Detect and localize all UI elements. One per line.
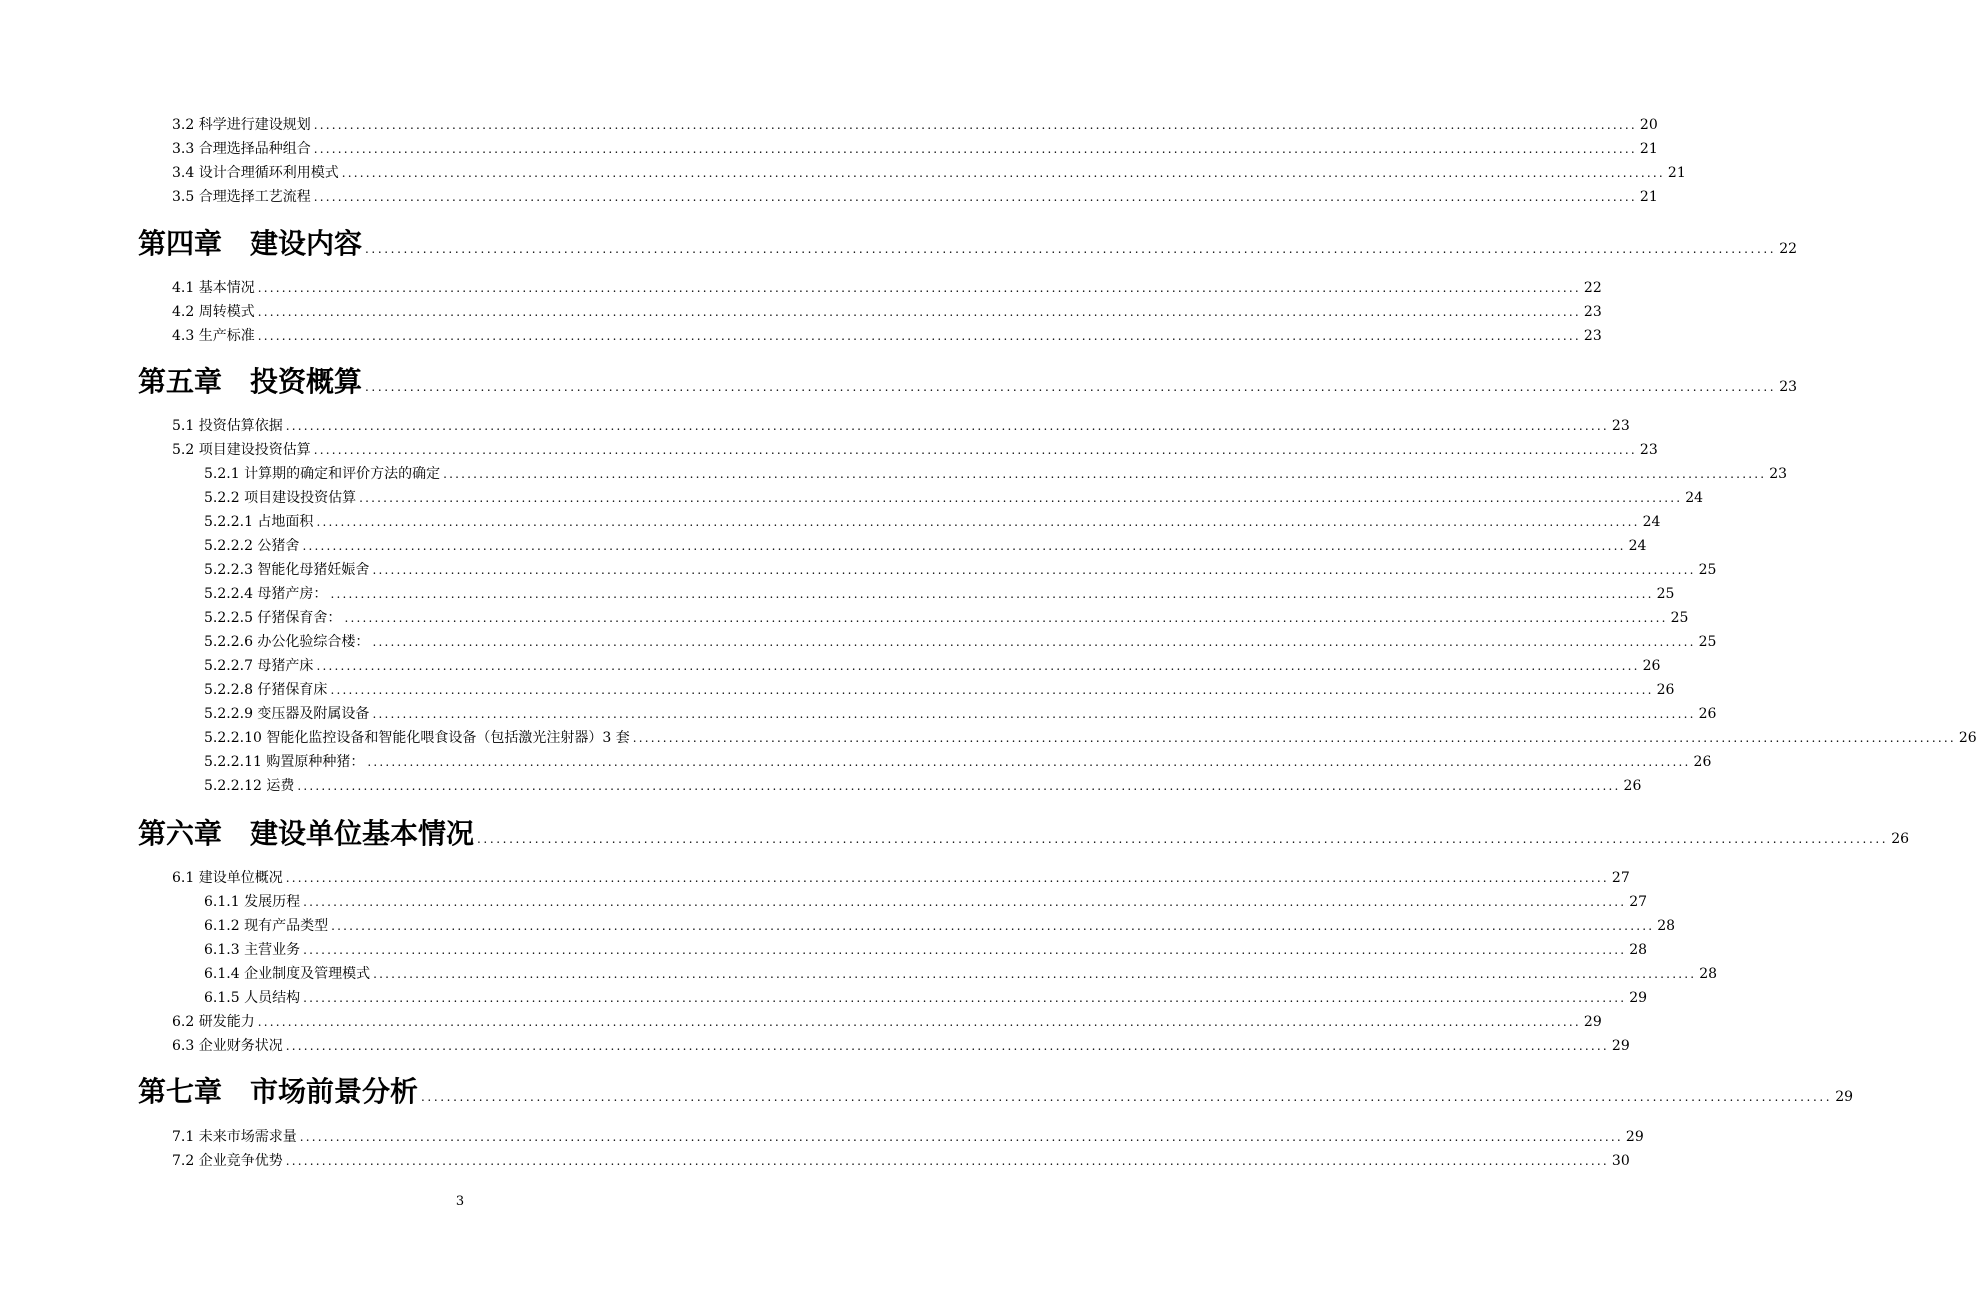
toc-entry-title: 5.1 投资估算依据 [172, 418, 283, 434]
toc-leader-dots: ............................................................................................................................................................................................................................ [632, 731, 1956, 745]
toc-leader-dots: ............................................................................................................................................................................................................................ [372, 707, 1696, 721]
toc-entry[interactable] [204, 963, 1718, 985]
toc-entry[interactable] [204, 987, 1648, 1009]
toc-entry[interactable] [172, 277, 1602, 299]
toc-entry[interactable] [172, 325, 1602, 347]
toc-leader-dots: ............................................................................................................................................................................................................................ [303, 895, 1627, 909]
toc-entry-page: 26 [1623, 778, 1642, 794]
toc-entry-title: 3.2 科学进行建设规划 [172, 117, 311, 133]
toc-entry[interactable] [172, 439, 1658, 461]
toc-entry-title: 5.2.2.5 仔猪保育舍： [204, 610, 342, 626]
toc-entry-page: 27 [1611, 870, 1630, 886]
toc-entry[interactable] [204, 703, 1717, 725]
toc-entry-title: 第四章 建设内容 [138, 227, 363, 260]
toc-leader-dots: ............................................................................................................................................................................................................................ [303, 943, 1627, 957]
toc-entry-title: 5.2.2.11 购置原种种猪： [204, 754, 365, 770]
toc-entry-title: 7.1 未来市场需求量 [172, 1129, 297, 1145]
toc-leader-dots: ............................................................................................................................................................................................................................ [330, 587, 1654, 601]
toc-entry-title: 6.1.5 人员结构 [204, 990, 301, 1006]
toc-entry-page: 25 [1698, 634, 1717, 650]
toc-entry-page: 23 [1583, 328, 1602, 344]
toc-entry[interactable] [172, 114, 1658, 136]
toc-entry-page: 25 [1670, 610, 1689, 626]
toc-entry[interactable] [172, 1150, 1630, 1172]
toc-entry-title: 5.2.2.10 智能化监控设备和智能化喂食设备（包括激光注射器）3 套 [204, 730, 630, 746]
toc-entry-page: 28 [1699, 966, 1718, 982]
toc-entry[interactable] [204, 487, 1704, 509]
toc-leader-dots: ............................................................................................................................................................................................................................ [299, 1130, 1623, 1144]
toc-leader-dots: ............................................................................................................................................................................................................................ [372, 635, 1696, 649]
toc-entry-page: 24 [1685, 490, 1704, 506]
toc-entry-page: 25 [1698, 562, 1717, 578]
toc-entry-page: 29 [1835, 1089, 1854, 1105]
toc-entry[interactable] [172, 867, 1630, 889]
toc-leader-dots: ............................................................................................................................................................................................................................ [331, 919, 1655, 933]
toc-entry[interactable] [204, 559, 1717, 581]
toc-entry[interactable] [172, 1126, 1644, 1148]
toc-leader-dots: ............................................................................................................................................................................................................................ [341, 166, 1665, 180]
toc-entry[interactable] [204, 727, 1977, 749]
toc-entry-page: 27 [1629, 894, 1648, 910]
toc-entry-page: 26 [1642, 658, 1661, 674]
toc-entry-title: 第六章 建设单位基本情况 [138, 817, 475, 850]
toc-entry[interactable] [172, 1035, 1630, 1057]
toc-entry-title: 6.2 研发能力 [172, 1014, 255, 1030]
toc-leader-dots: ............................................................................................................................................................................................................................ [421, 1090, 1833, 1104]
toc-entry-page: 29 [1625, 1129, 1644, 1145]
toc-entry-title: 5.2.2.4 母猪产房： [204, 586, 328, 602]
toc-entry[interactable] [204, 915, 1676, 937]
toc-leader-dots: ............................................................................................................................................................................................................................ [303, 991, 1627, 1005]
toc-entry-page: 21 [1639, 141, 1658, 157]
toc-entry-title: 第七章 市场前景分析 [138, 1075, 419, 1108]
toc-entry-page: 24 [1642, 514, 1661, 530]
toc-leader-dots: ............................................................................................................................................................................................................................ [344, 611, 1668, 625]
toc-entry-title: 5.2.2.7 母猪产床 [204, 658, 314, 674]
toc-entry-title: 6.1 建设单位概况 [172, 870, 283, 886]
toc-leader-dots: ............................................................................................................................................................................................................................ [302, 539, 1626, 553]
toc-entry[interactable] [204, 751, 1712, 773]
toc-entry[interactable] [204, 631, 1717, 653]
toc-entry-title: 5.2.2.9 变压器及附属设备 [204, 706, 370, 722]
toc-leader-dots: ............................................................................................................................................................................................................................ [297, 779, 1621, 793]
toc-leader-dots: ............................................................................................................................................................................................................................ [313, 190, 1637, 204]
toc-entry-page: 21 [1667, 165, 1686, 181]
toc-chapter-entry[interactable] [138, 812, 1910, 852]
toc-entry-page: 24 [1628, 538, 1647, 554]
toc-entry[interactable] [172, 162, 1686, 184]
toc-entry[interactable] [172, 138, 1658, 160]
toc-entry[interactable] [204, 583, 1675, 605]
toc-entry-page: 23 [1583, 304, 1602, 320]
toc-entry-title: 4.2 周转模式 [172, 304, 255, 320]
toc-leader-dots: ............................................................................................................................................................................................................................ [257, 305, 1581, 319]
toc-entry-page: 23 [1639, 442, 1658, 458]
toc-chapter-entry[interactable] [138, 222, 1798, 262]
toc-entry-page: 26 [1693, 754, 1712, 770]
toc-entry[interactable] [172, 1011, 1602, 1033]
toc-entry-title: 第五章 投资概算 [138, 365, 363, 398]
toc-entry[interactable] [204, 891, 1648, 913]
toc-leader-dots: ............................................................................................................................................................................................................................ [313, 118, 1637, 132]
toc-entry[interactable] [172, 301, 1602, 323]
toc-entry[interactable] [204, 775, 1642, 797]
toc-chapter-entry[interactable] [138, 1070, 1854, 1110]
toc-leader-dots: ............................................................................................................................................................................................................................ [285, 1154, 1609, 1168]
toc-entry-page: 29 [1611, 1038, 1630, 1054]
toc-entry-page: 22 [1779, 241, 1798, 257]
toc-entry-title: 5.2.2.8 仔猪保育床 [204, 682, 328, 698]
toc-entry-title: 7.2 企业竞争优势 [172, 1153, 283, 1169]
toc-leader-dots: ............................................................................................................................................................................................................................ [365, 380, 1777, 394]
toc-chapter-entry[interactable] [138, 360, 1798, 400]
toc-entry-page: 26 [1891, 831, 1910, 847]
toc-entry-title: 5.2.2 项目建设投资估算 [204, 490, 357, 506]
toc-entry-title: 6.1.3 主营业务 [204, 942, 301, 958]
toc-entry[interactable] [172, 415, 1630, 437]
toc-entry-title: 5.2 项目建设投资估算 [172, 442, 311, 458]
toc-leader-dots: ............................................................................................................................................................................................................................ [316, 515, 1640, 529]
toc-leader-dots: ............................................................................................................................................................................................................................ [313, 142, 1637, 156]
toc-entry-title: 6.1.2 现有产品类型 [204, 918, 329, 934]
toc-leader-dots: ............................................................................................................................................................................................................................ [443, 467, 1767, 481]
toc-entry-page: 29 [1629, 990, 1648, 1006]
toc-entry-page: 25 [1656, 586, 1675, 602]
toc-entry[interactable] [204, 511, 1661, 533]
toc-leader-dots: ............................................................................................................................................................................................................................ [257, 329, 1581, 343]
toc-entry-title: 5.2.2.6 办公化验综合楼： [204, 634, 370, 650]
toc-leader-dots: ............................................................................................................................................................................................................................ [365, 242, 1777, 256]
toc-leader-dots: ............................................................................................................................................................................................................................ [313, 443, 1637, 457]
toc-entry-title: 5.2.1 计算期的确定和评价方法的确定 [204, 466, 441, 482]
toc-entry[interactable] [204, 679, 1675, 701]
toc-leader-dots: ............................................................................................................................................................................................................................ [330, 683, 1654, 697]
toc-entry-title: 5.2.2.12 运费 [204, 778, 295, 794]
toc-entry[interactable] [204, 939, 1648, 961]
toc-entry-page: 26 [1958, 730, 1977, 746]
toc-entry-page: 22 [1583, 280, 1602, 296]
toc-entry-title: 3.5 合理选择工艺流程 [172, 189, 311, 205]
toc-leader-dots: ............................................................................................................................................................................................................................ [257, 1015, 1581, 1029]
toc-leader-dots: ............................................................................................................................................................................................................................ [367, 755, 1691, 769]
toc-entry-page: 26 [1656, 682, 1675, 698]
toc-entry-page: 23 [1611, 418, 1630, 434]
toc-leader-dots: ............................................................................................................................................................................................................................ [372, 563, 1696, 577]
toc-leader-dots: ............................................................................................................................................................................................................................ [373, 967, 1697, 981]
toc-entry[interactable] [204, 655, 1661, 677]
page-number: 3 [455, 1194, 465, 1209]
toc-leader-dots: ............................................................................................................................................................................................................................ [359, 491, 1683, 505]
toc-leader-dots: ............................................................................................................................................................................................................................ [257, 281, 1581, 295]
toc-entry-page: 23 [1779, 379, 1798, 395]
toc-entry-page: 28 [1657, 918, 1676, 934]
toc-entry-page: 20 [1639, 117, 1658, 133]
toc-leader-dots: ............................................................................................................................................................................................................................ [285, 871, 1609, 885]
toc-entry-page: 23 [1769, 466, 1788, 482]
toc-entry-page: 29 [1583, 1014, 1602, 1030]
toc-entry-page: 21 [1639, 189, 1658, 205]
toc-entry[interactable] [204, 535, 1647, 557]
toc-entry-page: 28 [1629, 942, 1648, 958]
toc-leader-dots: ............................................................................................................................................................................................................................ [477, 832, 1889, 846]
toc-leader-dots: ............................................................................................................................................................................................................................ [316, 659, 1640, 673]
toc-entry-title: 5.2.2.3 智能化母猪妊娠舍 [204, 562, 370, 578]
toc-entry-title: 3.4 设计合理循环利用模式 [172, 165, 339, 181]
toc-entry-title: 3.3 合理选择品种组合 [172, 141, 311, 157]
toc-entry-title: 5.2.2.1 占地面积 [204, 514, 314, 530]
toc-entry-page: 30 [1611, 1153, 1630, 1169]
toc-entry[interactable] [204, 607, 1689, 629]
toc-entry-title: 6.3 企业财务状况 [172, 1038, 283, 1054]
toc-entry-title: 4.3 生产标准 [172, 328, 255, 344]
toc-entry-title: 4.1 基本情况 [172, 280, 255, 296]
toc-leader-dots: ............................................................................................................................................................................................................................ [285, 1039, 1609, 1053]
toc-entry-title: 5.2.2.2 公猪舍 [204, 538, 300, 554]
toc-entry[interactable] [172, 186, 1658, 208]
toc-entry-page: 26 [1698, 706, 1717, 722]
toc-leader-dots: ............................................................................................................................................................................................................................ [285, 419, 1609, 433]
toc-entry-title: 6.1.4 企业制度及管理模式 [204, 966, 371, 982]
toc-entry-title: 6.1.1 发展历程 [204, 894, 301, 910]
toc-entry[interactable] [204, 463, 1788, 485]
